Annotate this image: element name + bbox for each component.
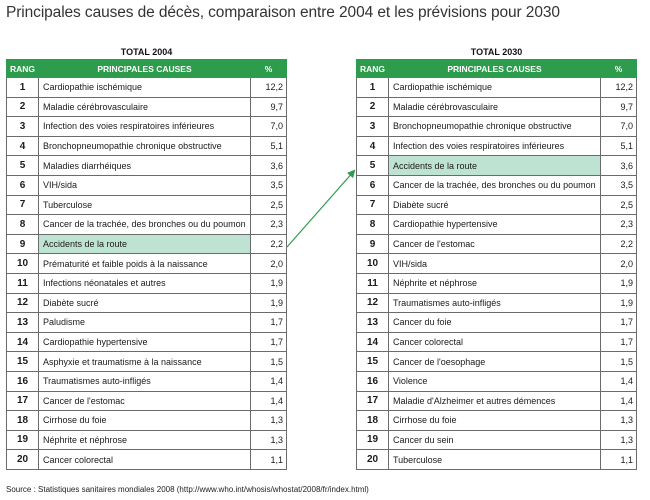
cause-cell: Cancer du sein [389, 430, 601, 450]
cause-cell: Prématurité et faible poids à la naissance [39, 254, 251, 274]
table-header-row [357, 60, 637, 78]
rank-cell: 14 [357, 332, 389, 352]
percent-cell: 9,7 [601, 97, 637, 117]
cause-cell: Cancer de l'estomac [389, 234, 601, 254]
rank-cell: 17 [357, 391, 389, 411]
table-row [7, 352, 287, 372]
page-title: Principales causes de décès, comparaison entre 2004 et les prévisions pour 2030 [6, 4, 560, 21]
table-row [7, 97, 287, 117]
percent-cell: 2,3 [251, 215, 287, 235]
table-row [7, 117, 287, 137]
table-row [357, 430, 637, 450]
table-2004 [6, 59, 287, 470]
cause-cell: Cardiopathie ischémique [39, 78, 251, 98]
cause-cell: Maladies diarrhéiques [39, 156, 251, 176]
source-note: Source : Statistiques sanitaires mondiales 2008 (http://www.who.int/whosis/whostat/2008/fr/index.html) [6, 485, 369, 494]
rank-cell: 11 [357, 273, 389, 293]
table-row [357, 97, 637, 117]
rank-cell: 3 [357, 117, 389, 137]
cause-cell: Accidents de la route [39, 234, 251, 254]
rank-cell: 17 [7, 391, 39, 411]
table-row [7, 195, 287, 215]
rank-cell: 18 [7, 411, 39, 431]
cause-cell: Cancer de l'estomac [39, 391, 251, 411]
percent-cell: 5,1 [601, 136, 637, 156]
table-row [357, 117, 637, 137]
rank-cell: 9 [7, 234, 39, 254]
table-row [357, 332, 637, 352]
table-row [357, 175, 637, 195]
cause-cell: VIH/sida [389, 254, 601, 274]
percent-cell: 1,4 [251, 371, 287, 391]
percent-cell: 1,3 [601, 430, 637, 450]
cause-cell: Néphrite et néphrose [389, 273, 601, 293]
arrow-line [287, 171, 354, 247]
rank-cell: 16 [7, 371, 39, 391]
percent-cell: 1,1 [601, 450, 637, 470]
rank-cell: 10 [357, 254, 389, 274]
cause-cell: Cancer du foie [389, 313, 601, 333]
table-row [7, 273, 287, 293]
cause-cell: Cirrhose du foie [39, 411, 251, 431]
percent-cell: 1,7 [251, 332, 287, 352]
cause-cell: Bronchopneumopathie chronique obstructive [39, 136, 251, 156]
cause-cell: VIH/sida [39, 175, 251, 195]
rank-cell: 4 [7, 136, 39, 156]
table-row [357, 391, 637, 411]
cause-cell: Traumatismes auto-infligés [39, 371, 251, 391]
table-row [357, 371, 637, 391]
percent-cell: 5,1 [251, 136, 287, 156]
percent-cell: 1,5 [601, 352, 637, 372]
cause-cell: Cancer de la trachée, des bronches ou du poumon [39, 215, 251, 235]
cause-header: PRINCIPALES CAUSES [39, 60, 251, 78]
cause-cell: Cancer colorectal [389, 332, 601, 352]
cause-cell: Violence [389, 371, 601, 391]
table-row [7, 156, 287, 176]
percent-cell: 1,3 [251, 430, 287, 450]
rank-cell: 1 [357, 78, 389, 98]
cause-header: PRINCIPALES CAUSES [389, 60, 601, 78]
table-row [357, 411, 637, 431]
rank-cell: 1 [7, 78, 39, 98]
rank-cell: 9 [357, 234, 389, 254]
rank-cell: 2 [357, 97, 389, 117]
percent-cell: 1,4 [601, 391, 637, 411]
percent-cell: 1,3 [601, 411, 637, 431]
rank-cell: 8 [7, 215, 39, 235]
table-row [357, 136, 637, 156]
table-row [357, 254, 637, 274]
table-2004-panel [6, 45, 287, 470]
rank-cell: 20 [7, 450, 39, 470]
cause-cell: Cardiopathie hypertensive [39, 332, 251, 352]
table-row [7, 254, 287, 274]
percent-cell: 2,5 [251, 195, 287, 215]
rank-cell: 5 [7, 156, 39, 176]
table-row [357, 450, 637, 470]
cause-cell: Cirrhose du foie [389, 411, 601, 431]
rank-cell: 13 [7, 313, 39, 333]
percent-cell: 1,3 [251, 411, 287, 431]
cause-cell: Maladie cérébrovasculaire [39, 97, 251, 117]
percent-cell: 1,7 [601, 332, 637, 352]
percent-cell: 2,2 [601, 234, 637, 254]
cause-cell: Cancer de la trachée, des bronches ou du poumon [389, 175, 601, 195]
table-row [357, 195, 637, 215]
table-row [7, 391, 287, 411]
rank-cell: 5 [357, 156, 389, 176]
table-row [7, 78, 287, 98]
table-row [357, 293, 637, 313]
rank-cell: 13 [357, 313, 389, 333]
cause-cell: Infection des voies respiratoires inférieures [389, 136, 601, 156]
cause-cell: Maladie cérébrovasculaire [389, 97, 601, 117]
rank-cell: 18 [357, 411, 389, 431]
cause-cell: Tuberculose [39, 195, 251, 215]
percent-cell: 1,4 [251, 391, 287, 411]
rank-cell: 2 [7, 97, 39, 117]
cause-cell: Cancer colorectal [39, 450, 251, 470]
table-row [357, 156, 637, 176]
cause-cell: Asphyxie et traumatisme à la naissance [39, 352, 251, 372]
table-row [7, 411, 287, 431]
cause-cell: Bronchopneumopathie chronique obstructive [389, 117, 601, 137]
rank-header: RANG [7, 60, 39, 78]
cause-cell: Infection des voies respiratoires inférieures [39, 117, 251, 137]
table-row [7, 332, 287, 352]
percent-cell: 3,6 [251, 156, 287, 176]
rank-cell: 10 [7, 254, 39, 274]
table-row [357, 273, 637, 293]
rank-cell: 15 [7, 352, 39, 372]
percent-cell: 1,7 [251, 313, 287, 333]
percent-cell: 1,9 [251, 293, 287, 313]
rank-cell: 7 [7, 195, 39, 215]
percent-cell: 1,5 [251, 352, 287, 372]
table-row [357, 215, 637, 235]
table-row [7, 313, 287, 333]
table-row [357, 352, 637, 372]
table-row [7, 371, 287, 391]
cause-cell: Cardiopathie ischémique [389, 78, 601, 98]
table-row [7, 430, 287, 450]
pct-header: % [251, 60, 287, 78]
percent-cell: 1,9 [601, 273, 637, 293]
cause-cell: Cancer de l'oesophage [389, 352, 601, 372]
rank-cell: 12 [7, 293, 39, 313]
rank-cell: 12 [357, 293, 389, 313]
cause-cell: Traumatismes auto-infligés [389, 293, 601, 313]
percent-cell: 1,9 [251, 273, 287, 293]
rank-cell: 7 [357, 195, 389, 215]
percent-cell: 7,0 [251, 117, 287, 137]
percent-cell: 1,1 [251, 450, 287, 470]
percent-cell: 12,2 [601, 78, 637, 98]
percent-cell: 1,9 [601, 293, 637, 313]
rank-cell: 6 [7, 175, 39, 195]
percent-cell: 2,3 [601, 215, 637, 235]
table-2030-panel [356, 45, 637, 470]
percent-cell: 2,2 [251, 234, 287, 254]
cause-cell: Diabète sucré [389, 195, 601, 215]
table-row [7, 175, 287, 195]
percent-cell: 3,5 [251, 175, 287, 195]
cause-cell: Maladie d'Alzheimer et autres démences [389, 391, 601, 411]
rank-cell: 19 [357, 430, 389, 450]
rank-cell: 4 [357, 136, 389, 156]
percent-cell: 3,5 [601, 175, 637, 195]
table-row [7, 234, 287, 254]
rank-header: RANG [357, 60, 389, 78]
rank-cell: 6 [357, 175, 389, 195]
percent-cell: 2,0 [601, 254, 637, 274]
cause-cell: Paludisme [39, 313, 251, 333]
rank-cell: 19 [7, 430, 39, 450]
percent-cell: 3,6 [601, 156, 637, 176]
cause-cell: Cardiopathie hypertensive [389, 215, 601, 235]
rank-cell: 14 [7, 332, 39, 352]
rank-cell: 15 [357, 352, 389, 372]
cause-cell: Infections néonatales et autres [39, 273, 251, 293]
rank-cell: 3 [7, 117, 39, 137]
rank-cell: 20 [357, 450, 389, 470]
pct-header: % [601, 60, 637, 78]
rank-cell: 11 [7, 273, 39, 293]
percent-cell: 1,4 [601, 371, 637, 391]
table-row [7, 293, 287, 313]
percent-cell: 1,7 [601, 313, 637, 333]
table-2030-caption: TOTAL 2030 [470, 47, 523, 57]
table-row [7, 215, 287, 235]
table-row [7, 450, 287, 470]
table-header-row [7, 60, 287, 78]
cause-cell: Accidents de la route [389, 156, 601, 176]
percent-cell: 7,0 [601, 117, 637, 137]
table-row [357, 234, 637, 254]
table-2004-caption: TOTAL 2004 [120, 47, 173, 57]
cause-cell: Néphrite et néphrose [39, 430, 251, 450]
rank-cell: 16 [357, 371, 389, 391]
table-row [7, 136, 287, 156]
percent-cell: 2,5 [601, 195, 637, 215]
cause-cell: Tuberculose [389, 450, 601, 470]
table-row [357, 78, 637, 98]
percent-cell: 2,0 [251, 254, 287, 274]
percent-cell: 12,2 [251, 78, 287, 98]
table-2030 [356, 59, 637, 470]
rank-cell: 8 [357, 215, 389, 235]
percent-cell: 9,7 [251, 97, 287, 117]
cause-cell: Diabète sucré [39, 293, 251, 313]
table-row [357, 313, 637, 333]
